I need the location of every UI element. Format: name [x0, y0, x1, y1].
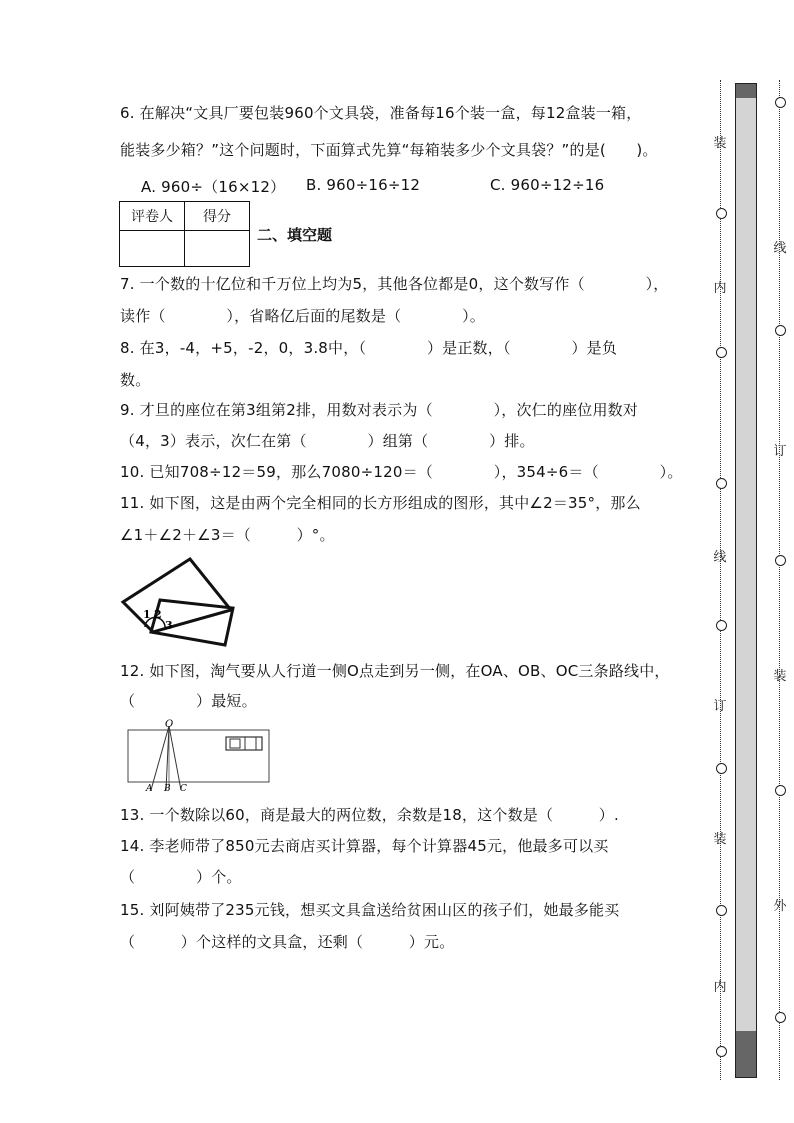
binding-hole	[775, 97, 786, 108]
score-table-score-cell[interactable]	[185, 231, 250, 267]
point-c-label: C	[180, 784, 187, 792]
outer-label-wai: 外	[773, 899, 787, 914]
binding-strip	[735, 83, 757, 1078]
q8-line1: 8. 在3，-4，+5，-2，0，3.8中，（ ）是正数，（ ）是负	[120, 339, 618, 357]
q9-line2: （4，3）表示，次仁在第（ ）组第（ ）排。	[120, 432, 535, 450]
q11-line2: ∠1＋∠2＋∠3＝（ ）°。	[120, 526, 335, 544]
q10-line1: 10. 已知708÷12＝59，那么7080÷120＝（ ），354÷6＝（ ）。	[120, 463, 683, 481]
score-table-grader-header: 评卷人	[120, 202, 185, 231]
route-oc	[169, 726, 181, 790]
binding-hole	[716, 905, 727, 916]
binding-hole	[775, 785, 786, 796]
q9-line1: 9. 才旦的座位在第3组第2排，用数对表示为（ ），次仁的座位用数对	[120, 401, 639, 419]
inner-label-nei-2: 内	[713, 980, 727, 995]
q7-line1: 7. 一个数的十亿位和千万位上均为5，其他各位都是0，这个数写作（ ），	[120, 275, 669, 293]
q12-line1: 12. 如下图，淘气要从人行道一侧O点走到另一侧，在OA、OB、OC三条路线中，	[120, 662, 670, 680]
outer-cut-line	[779, 80, 780, 1080]
q6-option-a: A. 960÷（16×12）	[141, 178, 286, 196]
point-o-label: O	[165, 719, 174, 730]
inner-label-zhuang: 装	[713, 136, 727, 151]
inner-label-zhuang-2: 装	[713, 832, 727, 847]
q15-line2: （ ）个这样的文具盒，还剩（ ）元。	[120, 933, 455, 951]
angle-label-2: 2	[154, 608, 162, 621]
inner-label-xian: 线	[713, 550, 727, 565]
q6-option-b: B. 960÷16÷12	[306, 176, 421, 194]
score-table	[119, 201, 250, 267]
rectangle-1	[123, 559, 231, 632]
binding-hole	[716, 208, 727, 219]
score-table-score-header: 得分	[185, 202, 250, 231]
q13-line1: 13. 一个数除以60，商是最大的两位数，余数是18，这个数是（ ）.	[120, 806, 619, 824]
q6-option-c: C. 960÷12÷16	[490, 176, 605, 194]
q6-line1: 6. 在解决“文具厂要包装960个文具袋，准备每16个装一盒，每12盒装一箱，	[120, 104, 642, 122]
binding-hole	[716, 1046, 727, 1057]
inner-label-nei: 内	[713, 281, 727, 296]
point-a-label: A	[146, 784, 153, 792]
binding-hole	[716, 478, 727, 489]
angle-label-1: 1	[143, 608, 151, 621]
point-b-label: B	[164, 784, 171, 792]
outer-label-ding: 订	[773, 444, 787, 459]
inner-cut-line	[720, 80, 721, 1080]
q11-figure	[115, 555, 245, 650]
q7-line2: 读作（ ），省略亿后面的尾数是（ ）。	[120, 307, 486, 325]
binding-margin	[700, 80, 794, 1080]
binding-hole	[716, 620, 727, 631]
q11-line1: 11. 如下图，这是由两个完全相同的长方形组成的图形，其中∠2＝35°，那么	[120, 494, 641, 512]
binding-hole	[775, 1012, 786, 1023]
inner-label-ding: 订	[713, 699, 727, 714]
angle-label-3: 3	[165, 619, 173, 632]
sidewalk	[128, 730, 269, 782]
score-table-grader-cell[interactable]	[120, 231, 185, 267]
binding-hole	[716, 347, 727, 358]
car-icon	[226, 737, 262, 750]
section-title: 二、填空题	[257, 226, 333, 244]
q8-line2: 数。	[120, 371, 151, 389]
binding-hole	[716, 763, 727, 774]
q14-line1: 14. 李老师带了850元去商店买计算器，每个计算器45元，他最多可以买	[120, 837, 609, 855]
q14-line2: （ ）个。	[120, 868, 242, 886]
binding-hole	[775, 555, 786, 566]
q15-line1: 15. 刘阿姨带了235元钱，想买文具盒送给贫困山区的孩子们，她最多能买	[120, 901, 620, 919]
binding-hole	[775, 325, 786, 336]
q6-line2: 能装多少箱？”这个问题时，下面算式先算“每箱装多少个文具袋？”的是( )。	[120, 141, 658, 159]
q12-figure	[122, 718, 277, 792]
q12-line2: （ ）最短。	[120, 692, 257, 710]
outer-label-xian: 线	[773, 241, 787, 256]
outer-label-zhuang: 装	[773, 669, 787, 684]
